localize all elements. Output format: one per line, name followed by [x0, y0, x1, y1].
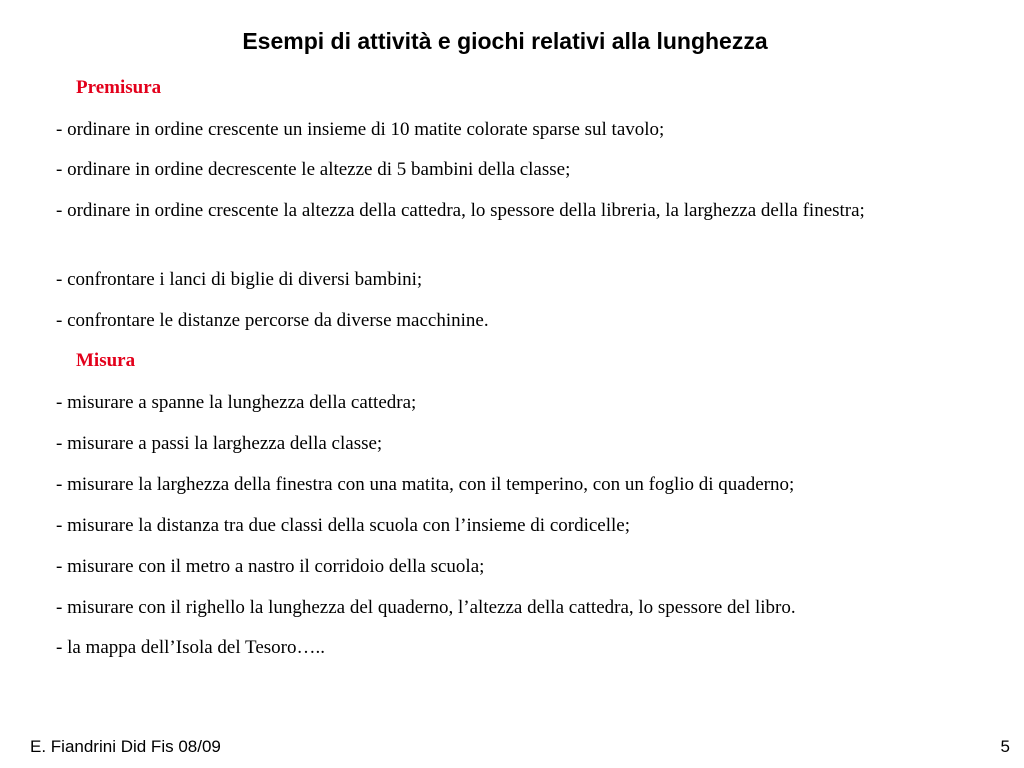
list-item: - misurare a spanne la lunghezza della cattedra;: [56, 392, 417, 413]
slide-title: Esempi di attività e giochi relativi alla lunghezza: [242, 28, 768, 54]
list-item: - ordinare in ordine crescente un insieme di 10 matite colorate sparse sul tavolo;: [56, 119, 665, 140]
footer-author: E. Fiandrini Did Fis 08/09: [30, 737, 221, 756]
list-item: - confrontare le distanze percorse da diverse macchinine.: [56, 310, 489, 331]
section-heading-misura: Misura: [76, 350, 136, 371]
page-number: 5: [1000, 737, 1010, 756]
list-item: - misurare con il righello la lunghezza del quaderno, l’altezza della cattedra, lo spessore del libro.: [56, 597, 796, 618]
list-item: - ordinare in ordine decrescente le altezze di 5 bambini della classe;: [56, 159, 571, 180]
list-item: - la mappa dell’Isola del Tesoro…..: [56, 637, 325, 658]
list-item: - misurare la larghezza della finestra con una matita, con il temperino, con un foglio di quaderno;: [56, 474, 795, 495]
list-item: - misurare la distanza tra due classi della scuola con l’insieme di cordicelle;: [56, 515, 630, 536]
list-item: - confrontare i lanci di biglie di diversi bambini;: [56, 269, 423, 290]
list-item: - misurare a passi la larghezza della classe;: [56, 433, 383, 454]
list-item: - ordinare in ordine crescente la altezza della cattedra, lo spessore della libreria, la larghezza della finestra;: [56, 200, 865, 221]
list-item: - misurare con il metro a nastro il corridoio della scuola;: [56, 556, 485, 577]
section-heading-premisura: Premisura: [76, 77, 162, 98]
